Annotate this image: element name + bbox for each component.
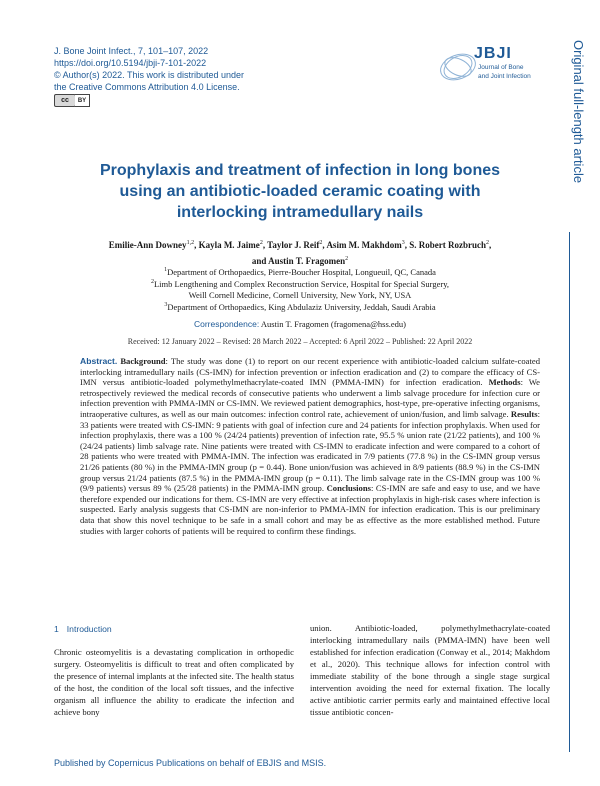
journal-name-line-1: Journal of Bone [478, 64, 524, 71]
affil-text: Department of Orthopaedics, King Abdulaziz University, Jeddah, Saudi Arabia [167, 301, 436, 312]
copyright-line-1: © Author(s) 2022. This work is distributed under [54, 70, 245, 80]
author-list: Emilie-Ann Downey$^{1,2}$, Kayla M. Jaime$^2$, Taylor J. Reif$^2$, Asim M. Makhdom$^3$, S. Robert Rozbruch$^2$, and Austin T. Fragomen$^2$ [108, 240, 492, 266]
body-column-right: union. Antibiotic-loaded, polymethylmethacrylate-coated interlocking intramedullary nails (PMMA-IMN) have been well established for infection eradication (Conway et al., 2014; Makhdom et al., 2020). This technique allows for infection control with immediate stability of the bone through a single stage surgical intervention avoiding the need for external fixation. The locally active antibiotic carrier permits early and maintained effective local tissue antibiotic concen- [310, 623, 550, 717]
margin-divider [569, 232, 570, 752]
cc-license-icon[interactable]: cc [54, 94, 76, 107]
conclusions-label: Conclusions [326, 483, 371, 494]
affil-number: 2 [150, 279, 154, 286]
citation: J. Bone Joint Infect., 7, 101–107, 2022 [54, 46, 209, 56]
affil-number: 1 [164, 267, 168, 273]
methods-text: : We retrospectively reviewed the medical records of consecutive patients who underwent a limb salvage procedure for infection cure or infection prevention with PMMA-IMN or CS-IMN. We reviewed patient demographics, host-type, pre-operative infecting organisms, intraoperative cultures, as well as our main outcomes: infection control rate, achievement of union/fusion, and limb salvage. [80, 377, 540, 419]
title-line-2: using an antibiotic-loaded ceramic coating with [119, 183, 481, 200]
publisher-footer: Published by Copernicus Publications on behalf of EBJIS and MSIS. [54, 758, 327, 768]
title-line-1: Prophylaxis and treatment of infection in long bones [99, 162, 501, 179]
author-name: Asim M. Makhdom [326, 240, 402, 250]
abstract-label: Abstract. [80, 356, 118, 366]
affiliation-2-cont: Weill Cornell Medicine, Cornell University, New York, NY, USA [188, 289, 412, 300]
section-heading [54, 624, 112, 634]
publication-dates: Received: 12 January 2022 – Revised: 28 March 2022 – Accepted: 6 April 2022 – Published: 22 April 2022 [127, 337, 473, 346]
article-type-label [568, 40, 590, 300]
affil-number: 3 [164, 302, 168, 309]
journal-name-line-2: and Joint Infection [478, 73, 531, 80]
article-type-text: Original full-length article [571, 40, 586, 184]
author-affil-ref: 2 [485, 240, 489, 246]
conclusions-text: : CS-IMN are safe and easy to use, and we have therefore expended our indications for them. CS-IMN are very effective at infection prophylaxis in high-risk cases where infection is suspected. Early analysis suggests that CS-IMN are non-inferior to PMMA-IMN for infection eradication. This is our preliminary data that show this novel technique to be safe in a small cohort and may be as effective as the more established method. Future studies with larger cohorts of patients will be required to confirm these findings. [80, 483, 540, 536]
journal-abbr: JBJI [474, 45, 512, 62]
doi-link[interactable]: https://doi.org/10.5194/jbji-7-101-2022 [54, 58, 207, 68]
body-column-left: Chronic osteomyelitis is a devastating complication in orthopedic surgery. Osteomyelitis is difficult to treat and often complicated by the presence of internal implants at the infected site. The health status of the host, the condition of the local soft tissues, and the infective organism all influence the ability to eradicate the infection and achieve bony [54, 647, 294, 717]
author-affil-ref: 3 [401, 240, 405, 246]
article-meta [54, 45, 354, 93]
correspondence-label: Correspondence: [193, 319, 260, 329]
title-line-3: interlocking intramedullary nails [176, 204, 424, 221]
author-affil-ref: 1,2 [186, 240, 195, 246]
author-affil-ref: 2 [259, 240, 263, 246]
results-text: : 33 patients were treated with CS-IMN: 9 patients with goal of infection cure and 24 patients for infection prophylaxis. When used for infection prophylaxis, there was a 100 % (24/24 patients) prevention of infection rate, 95.5 % union rate (21/22 patients), and 100 % (24/24 patients) limb salvage rate. Nine patients were treated with CS-IMN to eradicate infection and were compared to a cohort of 28 patients who were treated with PMMA-IMN. The infection was eradicated in 7/9 patients (77.8 %) in the CS-IMN group versus 21/26 patients (80 %) in the PMMA-IMN group (p = 0.44). Bone union/fusion was achieved in 8/9 patients (88.9 %) in the CS-IMN group versus 21/24 patients (87.5 %) in the PMMA-IMN group (p = 0.11). The limb salvage rate in the CS-IMN group was 100 % (9/9 patients) versus 89 % (25/28 patients) in the PMMA-IMN group. [80, 408, 540, 494]
background-label: Background [120, 356, 166, 366]
author-name: Austin T. Fragomen [268, 256, 346, 266]
affiliation-2 [60, 277, 540, 289]
section-title: Introduction [66, 624, 112, 634]
affiliation-3 [60, 300, 540, 312]
abstract [80, 356, 540, 536]
author-name: S. Robert Rozbruch [409, 240, 486, 250]
methods-label: Methods [488, 377, 521, 388]
affiliation-1 [60, 265, 540, 277]
correspondence [60, 319, 540, 329]
copyright-line-2: the Creative Commons Attribution 4.0 License. [54, 82, 240, 92]
correspondence-email[interactable]: Austin T. Fragomen (fragomena@hss.edu) [260, 319, 406, 329]
author-affil-ref: 2 [319, 240, 323, 246]
paper-title [60, 160, 540, 223]
author-name: Taylor J. Reif [267, 240, 320, 250]
author-name: Kayla M. Jaime [198, 240, 260, 250]
affil-text: Department of Orthopaedics, Pierre-Boucher Hospital, Longueuil, QC, Canada [167, 266, 436, 277]
author-affil-ref: 2 [345, 256, 349, 262]
affil-text: Limb Lengthening and Complex Reconstruction Service, Hospital for Special Surgery, [153, 279, 450, 290]
section-number: 1 [54, 624, 59, 634]
author-name: Emilie-Ann Downey [108, 240, 187, 250]
results-label: Results [510, 408, 538, 419]
background-text: : The study was done (1) to report on our recent experience with antibiotic-loaded calcium sulfate-coated interlocking intramedullary nails (CS-IMN) for infection prevention or infection eradication and (2) to compare the efficacy of CS-IMN versus antibiotic-loaded polymethylmethacrylate-coated IMN (PMMA-IMN) for infection eradication. [80, 356, 540, 388]
affiliations [60, 265, 540, 312]
cc-by-icon: BY [75, 94, 90, 107]
